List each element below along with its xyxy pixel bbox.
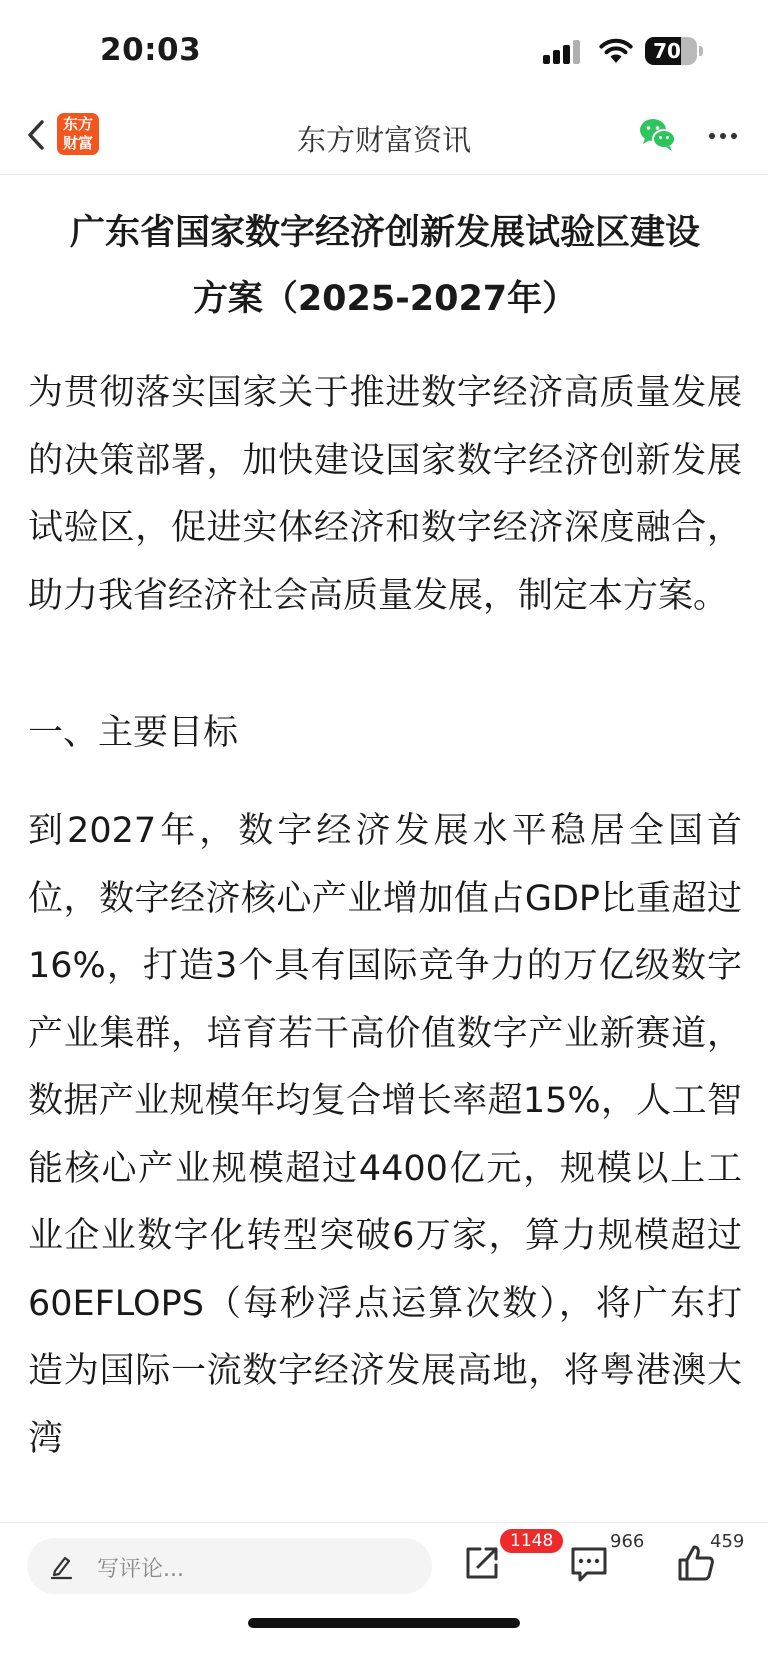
comment-placeholder: 写评论...	[97, 1557, 184, 1582]
pencil-icon	[49, 1552, 75, 1580]
article-title	[28, 200, 742, 332]
goals-paragraph: 到2027年，数字经济发展水平稳居全国首位，数字经济核心产业增加值占GDP比重超过16%，打造3个具有国际竞争力的万亿级数字产业集群，培育若干高价值数字产业新赛道，数据产业规模年均复合增长率超15%，人工智能核心产业规模超过4400亿元，规模以上工业企业数字化转型突破6万家，算力规模超过60EFLOPS（每秒浮点运算次数），将广东打造为国际一流数字经济发展高地，将粤港澳大湾	[28, 811, 742, 1459]
article-title-line2: 方案（2025-2027年）	[192, 279, 578, 319]
intro-paragraph: 为贯彻落实国家关于推进数字经济高质量发展的决策部署，加快建设国家数字经济创新发展试验区，促进实体经济和数字经济深度融合，助力我省经济社会高质量发展，制定本方案。	[28, 373, 742, 616]
status-time: 20:03	[100, 32, 202, 68]
article-body	[28, 200, 742, 1459]
section-heading: 一、主要目标	[28, 713, 239, 753]
battery-icon	[645, 37, 697, 65]
logo-text-line1: 东方	[62, 115, 93, 133]
logo-text-line2: 财富	[62, 134, 93, 152]
comment-input[interactable]	[27, 1538, 432, 1594]
article-title-line1: 广东省国家数字经济创新发展试验区建设	[69, 213, 700, 253]
like-count: 459	[710, 1531, 745, 1552]
wifi-icon	[598, 36, 634, 64]
more-icon[interactable]	[703, 116, 743, 156]
home-indicator	[248, 1618, 520, 1628]
nav-title: 东方财富资讯	[296, 123, 471, 157]
share-icon[interactable]	[460, 1541, 504, 1585]
battery-cap	[699, 46, 703, 56]
signal-icon	[543, 40, 583, 64]
status-bar	[0, 0, 768, 100]
nav-bar	[0, 100, 768, 175]
comment-icon[interactable]	[567, 1541, 611, 1585]
comment-count: 966	[610, 1531, 645, 1552]
bottom-bar	[0, 1522, 768, 1666]
battery-level: 70	[653, 39, 681, 63]
wechat-icon[interactable]	[638, 115, 678, 155]
share-count-badge: 1148	[500, 1529, 563, 1553]
